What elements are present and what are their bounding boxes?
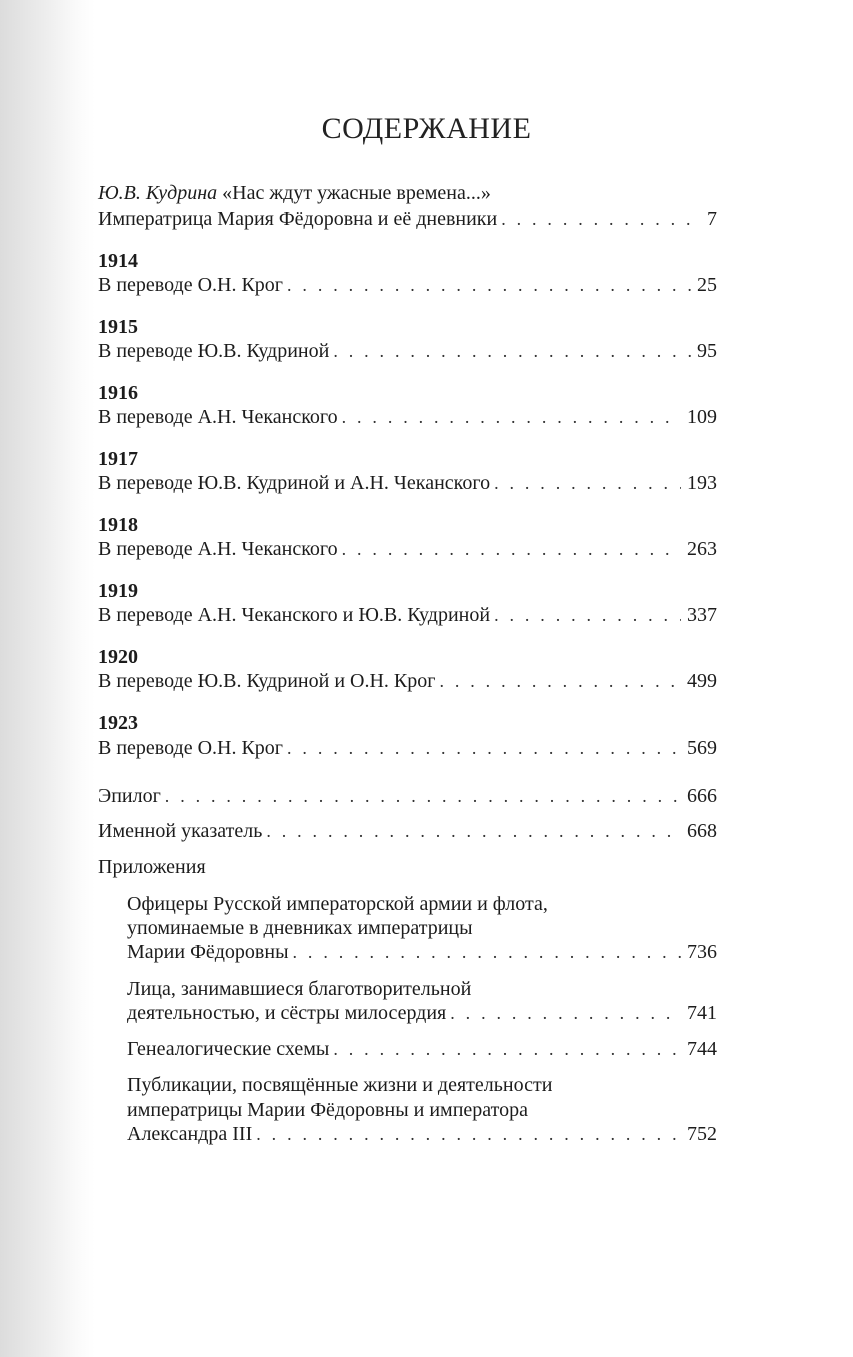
appendix-line: Марии Фёдоровны	[127, 941, 289, 963]
intro-quote: «Нас ждут ужасные времена...»	[222, 182, 491, 204]
page-number: 736	[687, 941, 717, 963]
page-number: 741	[687, 1002, 717, 1024]
page-number: 25	[697, 274, 717, 296]
leader-dots	[494, 470, 681, 496]
page-number: 666	[687, 785, 717, 807]
toc-entry[interactable]	[98, 668, 717, 694]
translator-label: В переводе А.Н. Чеканского	[98, 406, 338, 428]
appendix-line: Лица, занимавшиеся благотворительной	[127, 978, 472, 1000]
intro-author: Ю.В. Кудрина	[98, 182, 218, 204]
appendix-line: Александра III	[127, 1123, 253, 1145]
appendix-line: Публикации, посвящённые жизни и деятельности	[127, 1074, 553, 1096]
year-heading: 1916	[98, 382, 138, 404]
translator-label: В переводе О.Н. Крог	[98, 737, 284, 759]
appendix-line: деятельностью, и сёстры милосердия	[127, 1002, 447, 1024]
toc-entry[interactable]	[98, 602, 717, 628]
appendices-heading: Приложения	[98, 856, 206, 878]
epilogue-label: Эпилог	[98, 785, 161, 807]
leader-dots	[333, 338, 691, 364]
page-number: 193	[687, 472, 717, 494]
toc-entry-appendix[interactable]	[127, 1036, 717, 1062]
page-number: 7	[707, 208, 717, 230]
appendix-line: Генеалогические схемы	[127, 1038, 330, 1060]
leader-dots	[342, 404, 681, 430]
year-heading: 1918	[98, 514, 138, 536]
year-heading: 1915	[98, 316, 138, 338]
page-number: 744	[687, 1038, 717, 1060]
toc-entry-appendix[interactable]	[127, 939, 717, 965]
leader-dots	[287, 735, 681, 761]
toc-entry-appendix[interactable]	[127, 1121, 717, 1147]
toc-intro-heading	[98, 180, 717, 206]
leader-dots	[450, 1000, 681, 1026]
index-label: Именной указатель	[98, 820, 263, 842]
page-number: 263	[687, 538, 717, 560]
intro-subtitle: Императрица Мария Фёдоровна и её дневники	[98, 208, 498, 230]
leader-dots	[165, 783, 681, 809]
toc-entry[interactable]	[98, 536, 717, 562]
translator-label: В переводе Ю.В. Кудриной и О.Н. Крог	[98, 670, 436, 692]
translator-label: В переводе А.Н. Чеканского и Ю.В. Кудриной	[98, 604, 491, 626]
translator-label: В переводе Ю.В. Кудриной и А.Н. Чеканского	[98, 472, 491, 494]
appendix-line: упоминаемые в дневниках императрицы	[127, 917, 473, 939]
year-heading: 1914	[98, 250, 138, 272]
leader-dots	[287, 272, 691, 298]
year-heading: 1920	[98, 646, 138, 668]
page-number: 569	[687, 737, 717, 759]
toc-entry[interactable]	[98, 338, 717, 364]
leader-dots	[333, 1036, 681, 1062]
translator-label: В переводе О.Н. Крог	[98, 274, 284, 296]
toc-entry[interactable]	[98, 404, 717, 430]
page-gutter-shadow	[0, 0, 95, 1357]
year-heading: 1923	[98, 712, 138, 734]
toc-entry[interactable]	[98, 470, 717, 496]
year-heading: 1919	[98, 580, 138, 602]
toc-entry-epilogue[interactable]	[98, 783, 717, 809]
translator-label: В переводе А.Н. Чеканского	[98, 538, 338, 560]
leader-dots	[494, 602, 681, 628]
page-number: 499	[687, 670, 717, 692]
year-heading: 1917	[98, 448, 138, 470]
page-number: 95	[697, 340, 717, 362]
leader-dots	[266, 818, 681, 844]
page-title: СОДЕРЖАНИЕ	[321, 112, 532, 145]
appendix-line: императрицы Марии Фёдоровны и императора	[127, 1099, 528, 1121]
toc-entry[interactable]	[98, 272, 717, 298]
appendix-line: Офицеры Русской императорской армии и флота,	[127, 893, 548, 915]
toc-entry-appendix[interactable]	[127, 1000, 717, 1026]
toc-entry[interactable]	[98, 735, 717, 761]
page-number: 337	[687, 604, 717, 626]
toc-entry[interactable]	[98, 206, 717, 232]
page-number: 668	[687, 820, 717, 842]
leader-dots	[256, 1121, 681, 1147]
leader-dots	[439, 668, 681, 694]
leader-dots	[293, 939, 681, 965]
leader-dots	[342, 536, 681, 562]
page-number: 109	[687, 406, 717, 428]
toc-entry-index[interactable]	[98, 818, 717, 844]
page-number: 752	[687, 1123, 717, 1145]
leader-dots	[501, 206, 701, 232]
translator-label: В переводе Ю.В. Кудриной	[98, 340, 330, 362]
